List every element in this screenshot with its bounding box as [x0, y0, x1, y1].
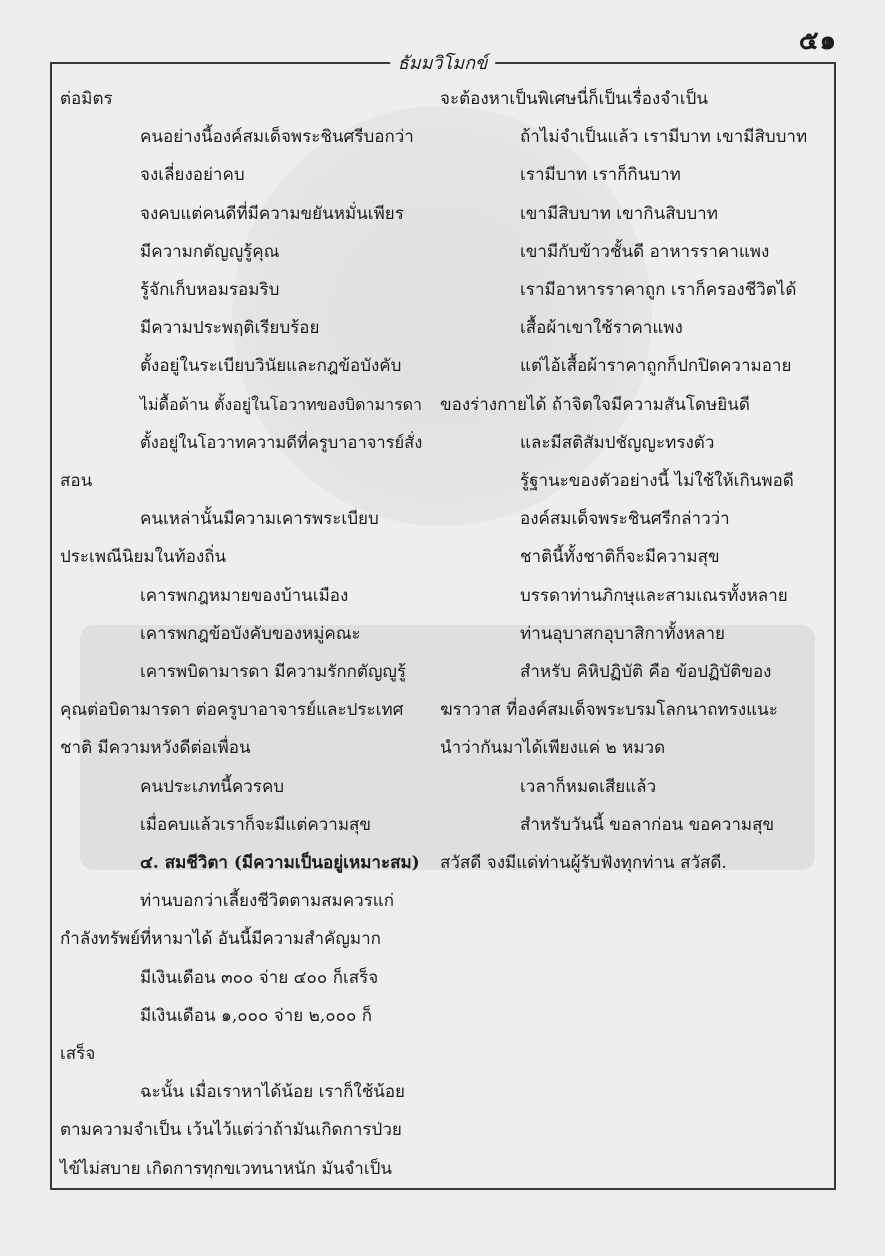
text-line: คนอย่างนี้องค์สมเด็จพระชินศรีบอกว่า	[140, 127, 414, 148]
text-line: และมีสติสัมปชัญญะทรงตัว	[520, 432, 715, 453]
text-line: ฉะนั้น เมื่อเราหาได้น้อย เราก็ใช้น้อย	[140, 1082, 406, 1103]
text-line: จงเลี่ยงอย่าคบ	[140, 165, 245, 186]
header-title: ธัมมวิโมกข์	[390, 48, 496, 77]
text-line: เคารพกฎหมายของบ้านเมือง	[140, 585, 349, 606]
text-line: องค์สมเด็จพระชินศรีกล่าวว่า	[520, 509, 730, 530]
text-line: เสร็จ	[60, 1044, 96, 1065]
text-line: จะต้องหาเป็นพิเศษนี่ก็เป็นเรื่องจำเป็น	[440, 89, 708, 109]
text-line: สอน	[60, 471, 93, 492]
text-line: เขามีสิบบาท เขากินสิบบาท	[520, 203, 718, 224]
text-line: มีความกตัญญูรู้คุณ	[140, 241, 280, 262]
text-line: แต่ไอ้เสื้อผ้าราคาถูกก็ปกปิดความอาย	[520, 356, 792, 377]
text-line: สวัสดี จงมีแด่ท่านผู้รับฟังทุกท่าน สวัสดี.	[440, 853, 727, 874]
text-line: ไข้ไม่สบาย เกิดการทุกขเวทนาหนัก มันจำเป็น	[60, 1158, 393, 1179]
text-line: ต่อมิตร	[60, 89, 113, 109]
text-line: มีความประพฤติเรียบร้อย	[140, 318, 320, 339]
text-line: ประเพณีนิยมในท้องถิ่น	[60, 547, 227, 568]
text-line: กำลังทรัพย์ที่หามาได้ อันนี้มีความสำคัญมาก	[60, 929, 381, 950]
text-line: เรามีอาหารราคาถูก เราก็ครองชีวิตได้	[520, 280, 797, 301]
text-line: ท่านอุบาสกอุบาสิกาทั้งหลาย	[520, 623, 725, 644]
text-line: สำหรับวันนี้ ขอลาก่อน ขอความสุข	[520, 814, 775, 835]
text-line: จงคบแต่คนดีที่มีความขยันหมั่นเพียร	[140, 203, 404, 224]
text-line: เคารพกฎข้อบังคับของหมู่คณะ	[140, 623, 361, 644]
text-line: บรรดาท่านภิกษุและสามเณรทั้งหลาย	[520, 585, 788, 606]
text-line: มีเงินเดือน ๑,๐๐๐ จ่าย ๒,๐๐๐ ก็	[140, 1005, 373, 1026]
text-line: รู้ฐานะของตัวอย่างนี้ ไม่ใช้ให้เกินพอดี	[520, 471, 794, 492]
text-line: เขามีกับข้าวชั้นดี อาหารราคาแพง	[520, 241, 770, 262]
text-line: เรามีบาท เราก็กินบาท	[520, 165, 681, 186]
text-line: เคารพบิดามารดา มีความรักกตัญญูรู้	[140, 662, 407, 683]
text-line: คนประเภทนี้ควรคบ	[140, 776, 285, 797]
text-line: ชาติ มีความหวังดีต่อเพื่อน	[60, 738, 251, 759]
text-line: คนเหล่านั้นมีความเคารพระเบียบ	[140, 509, 379, 530]
text-line: เวลาก็หมดเสียแล้ว	[520, 776, 657, 797]
text-line: ไม่ดื้อด้าน ตั้งอยู่ในโอวาทของบิดามารดา	[140, 394, 423, 414]
text-line: ฆราวาส ที่องค์สมเด็จพระบรมโลกนาถทรงแนะ	[440, 700, 778, 721]
text-line: ตามความจำเป็น เว้นไว้แต่ว่าถ้ามันเกิดการป่วย	[60, 1120, 402, 1141]
text-line: รู้จักเก็บหอมรอมริบ	[140, 280, 280, 301]
right-column	[440, 80, 812, 882]
text-line: ตั้งอยู่ในระเบียบวินัยและกฎข้อบังคับ	[140, 356, 402, 377]
left-column	[60, 80, 430, 1188]
page-number: ๕๑	[798, 26, 837, 56]
text-line: ถ้าไม่จำเป็นแล้ว เรามีบาท เขามีสิบบาท	[520, 127, 808, 148]
text-line: ของร่างกายได้ ถ้าจิตใจมีความสันโดษยินดี	[440, 394, 750, 415]
text-line: นำว่ากันมาได้เพียงแค่ ๒ หมวด	[440, 738, 666, 759]
text-line: ๔. สมชีวิตา (มีความเป็นอยู่เหมาะสม)	[140, 853, 420, 874]
text-line: คุณต่อบิดามารดา ต่อครูบาอาจารย์และประเทศ	[60, 700, 404, 721]
text-line: สำหรับ คิหิปฏิบัติ คือ ข้อปฏิบัติของ	[520, 662, 772, 683]
text-line: ท่านบอกว่าเลี้ยงชีวิตตามสมควรแก่	[140, 891, 395, 912]
text-line: มีเงินเดือน ๓๐๐ จ่าย ๔๐๐ ก็เสร็จ	[140, 967, 379, 988]
text-line: เมื่อคบแล้วเราก็จะมีแต่ความสุข	[140, 814, 372, 835]
text-line: ตั้งอยู่ในโอวาทความดีที่ครูบาอาจารย์สั่ง	[140, 432, 423, 452]
text-line: เสื้อผ้าเขาใช้ราคาแพง	[520, 318, 683, 339]
text-line: ชาตินี้ทั้งชาติก็จะมีความสุข	[520, 547, 720, 568]
